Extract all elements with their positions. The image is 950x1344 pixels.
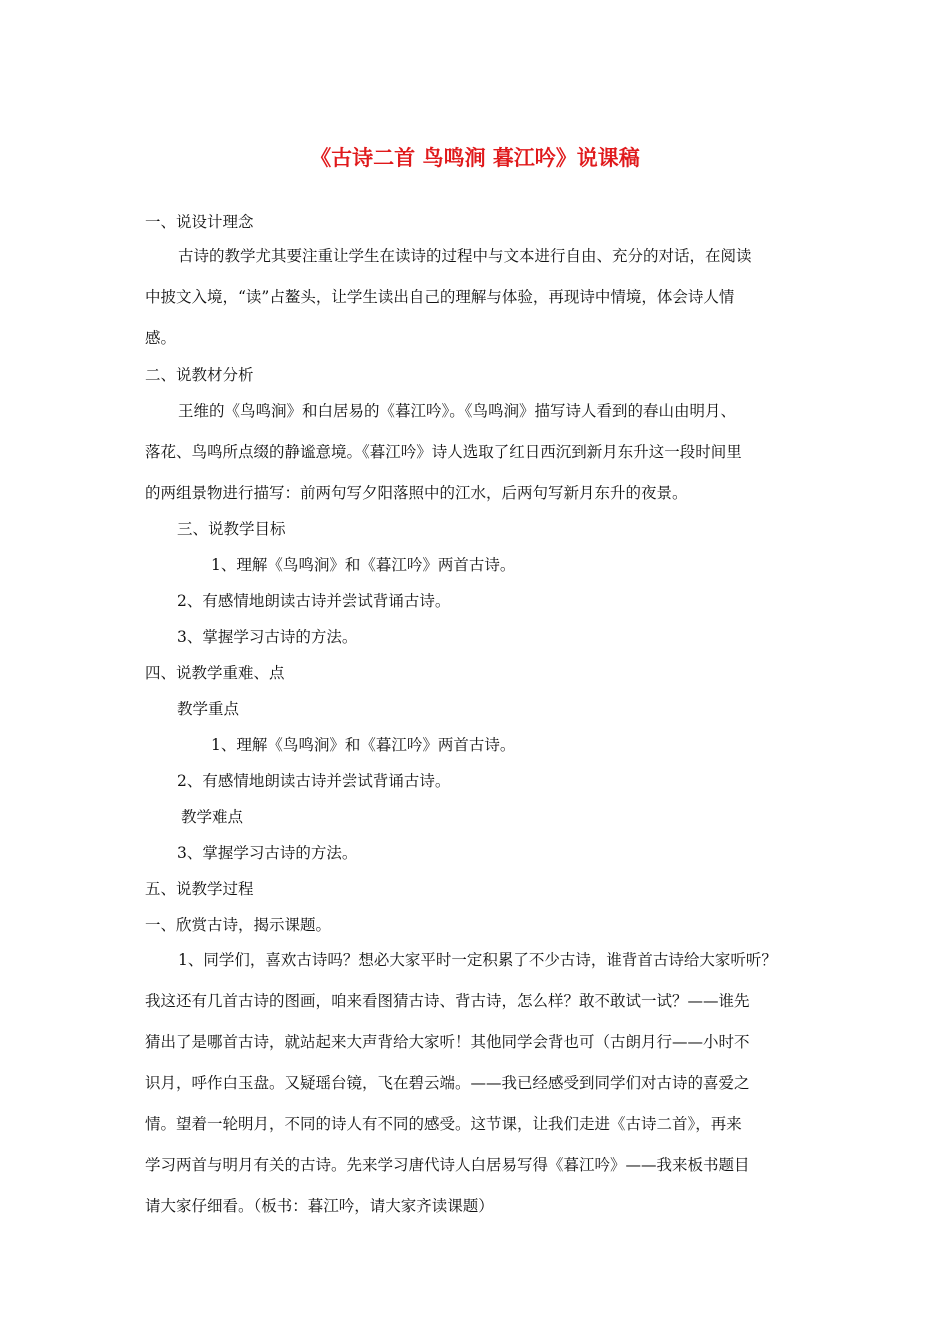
- paragraph-material-analysis: [145, 400, 813, 523]
- goal-item: 2、有感情地朗读古诗并尝试背诵古诗。: [177, 592, 451, 610]
- section-heading-teaching-process: 五、说教学过程: [145, 880, 254, 898]
- paragraph-line: 古诗的教学尤其要注重让学生在读诗的过程中与文本进行自由、充分的对话，在阅读: [178, 247, 752, 265]
- paragraph-line: 的两组景物进行描写：前两句写夕阳落照中的江水，后两句写新月东升的夜景。: [145, 484, 688, 502]
- paragraph-line: 我这还有几首古诗的图画，咱来看图猜古诗、背古诗，怎么样？敢不敢试一试？——谁先: [145, 992, 750, 1010]
- document-title: 《古诗二首 鸟鸣涧 暮江吟》说课稿: [310, 145, 640, 170]
- section-heading-material-analysis: 二、说教材分析: [145, 366, 254, 384]
- paragraph-line: 感。: [145, 329, 177, 347]
- goal-item: 1、理解《鸟鸣涧》和《暮江吟》两首古诗。: [211, 556, 516, 574]
- paragraph-teaching-process: [145, 949, 813, 1236]
- section-heading-design-concept: 一、说设计理念: [145, 213, 254, 231]
- key-points-label: 教学重点: [177, 700, 240, 718]
- difficulty-item: 3、掌握学习古诗的方法。: [177, 844, 358, 862]
- paragraph-line: 王维的《鸟鸣涧》和白居易的《暮江吟》。《鸟鸣涧》描写诗人看到的春山由明月、: [178, 402, 737, 420]
- difficulty-label: 教学难点: [181, 808, 244, 826]
- key-point-item: 2、有感情地朗读古诗并尝试背诵古诗。: [177, 772, 451, 790]
- paragraph-line: 1、同学们，喜欢古诗吗？想必大家平时一定积累了不少古诗，谁背首古诗给大家听听？: [178, 951, 777, 969]
- paragraph-line: 情。望着一轮明月，不同的诗人有不同的感受。这节课，让我们走进《古诗二首》，再来: [145, 1115, 742, 1133]
- key-point-item: 1、理解《鸟鸣涧》和《暮江吟》两首古诗。: [211, 736, 516, 754]
- paragraph-line: 落花、鸟鸣所点缀的静谧意境。《暮江吟》诗人选取了红日西沉到新月东升这一段时间里: [145, 443, 742, 461]
- paragraph-design-concept: [145, 245, 813, 368]
- process-step-heading: 一、欣赏古诗，揭示课题。: [145, 916, 332, 934]
- paragraph-line: 中披文入境，“读”占鳌头，让学生读出自己的理解与体验，再现诗中情境，体会诗人情: [145, 288, 735, 306]
- paragraph-line: 猜出了是哪首古诗，就站起来大声背给大家听！其他同学会背也可（古朗月行——小时不: [145, 1033, 750, 1051]
- section-heading-key-difficult-points: 四、说教学重难、点: [145, 664, 285, 682]
- section-heading-teaching-goals: 三、说教学目标: [177, 520, 286, 538]
- goal-item: 3、掌握学习古诗的方法。: [177, 628, 358, 646]
- paragraph-line: 识月，呼作白玉盘。又疑瑶台镜，飞在碧云端。——我已经感受到同学们对古诗的喜爱之: [145, 1074, 750, 1092]
- paragraph-line: 请大家仔细看。（板书：暮江吟，请大家齐读课题）: [145, 1197, 494, 1215]
- paragraph-line: 学习两首与明月有关的古诗。先来学习唐代诗人白居易写得《暮江吟》——我来板书题目: [145, 1156, 750, 1174]
